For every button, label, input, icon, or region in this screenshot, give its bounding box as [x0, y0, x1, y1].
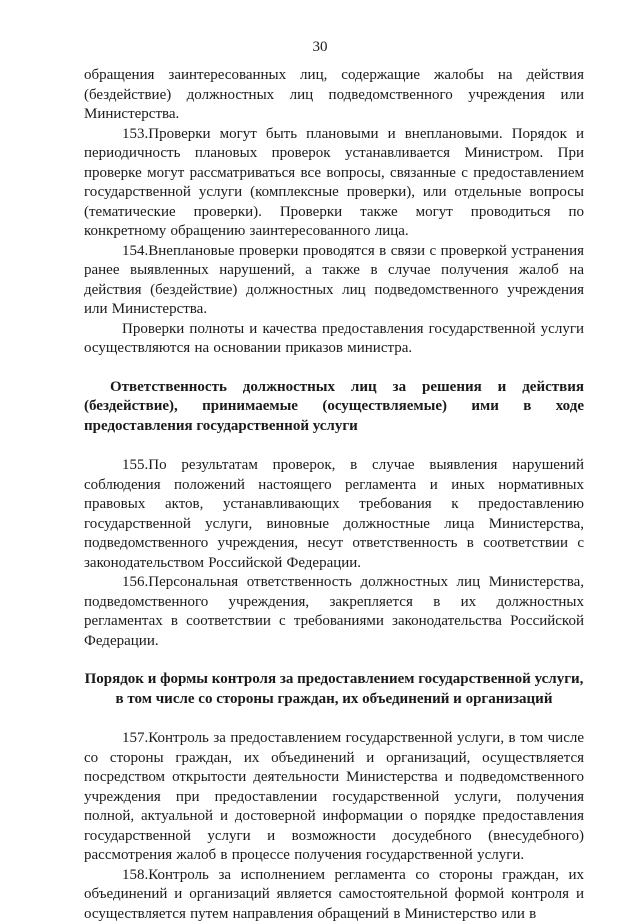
- paragraph-154: 154.Внеплановые проверки проводятся в связи с проверкой устранения ранее выявленных нарушений, а также в случае получения жалоб на действия (бездействие) должностных лиц подведомственного учреждения или Министерства.: [84, 242, 584, 320]
- spacer: [84, 359, 584, 378]
- paragraph-155: 155.По результатам проверок, в случае выявления нарушений соблюдения положений настоящего регламента и иных нормативных правовых актов, устанавливающих требования к предоставлению государственной услуги, виновные должностные лица Министерства, подведомственного учреждения, несут ответственность в соответствии с законодательством Российской Федерации.: [84, 456, 584, 573]
- page-number: 30: [0, 38, 640, 58]
- paragraph-158: 158.Контроль за исполнением регламента со стороны граждан, их объединений и организаций является самостоятельной формой контроля и осуществляется путем направления обращений в Министерство или в: [84, 866, 584, 924]
- paragraph-153: 153.Проверки могут быть плановыми и внеплановыми. Порядок и периодичность плановых проверок устанавливается Министром. При проверке могут рассматриваться все вопросы, связанные с предоставлением государственной услуги (комплексные проверки), или отдельные вопросы (тематические проверки). Проверки также могут проводиться по конкретному обращению заинтересованного лица.: [84, 125, 584, 242]
- section-heading-control: Порядок и формы контроля за предоставлением государственной услуги, в том числе со стороны граждан, их объединений и организаций: [84, 670, 584, 709]
- document-body: [84, 66, 584, 924]
- spacer: [84, 651, 584, 670]
- paragraph-157: 157.Контроль за предоставлением государственной услуги, в том числе со стороны граждан, их объединений и организаций, осуществляется посредством открытости деятельности Министерства и подведомственного учреждения при предоставлении государственной услуги, получения полной, актуальной и достоверной информации о порядке предоставления государственной услуги и возможности досудебного (внесудебного) рассмотрения жалоб в процессе получения государственной услуги.: [84, 729, 584, 866]
- paragraph-continuation: обращения заинтересованных лиц, содержащие жалобы на действия (бездействие) должностных лиц подведомственного учреждения или Министерства.: [84, 66, 584, 125]
- spacer: [84, 709, 584, 729]
- paragraph-156: 156.Персональная ответственность должностных лиц Министерства, подведомственного учреждения, закрепляется в их должностных регламентах в соответствии с требованиями законодательства Российской Федерации.: [84, 573, 584, 651]
- section-heading-responsibility: Ответственность должностных лиц за решения и действия (бездействие), принимаемые (осуществляемые) ими в ходе предоставления государственной услуги: [84, 378, 584, 437]
- spacer: [84, 436, 584, 456]
- paragraph-154-inspections: Проверки полноты и качества предоставления государственной услуги осуществляются на основании приказов министра.: [84, 320, 584, 359]
